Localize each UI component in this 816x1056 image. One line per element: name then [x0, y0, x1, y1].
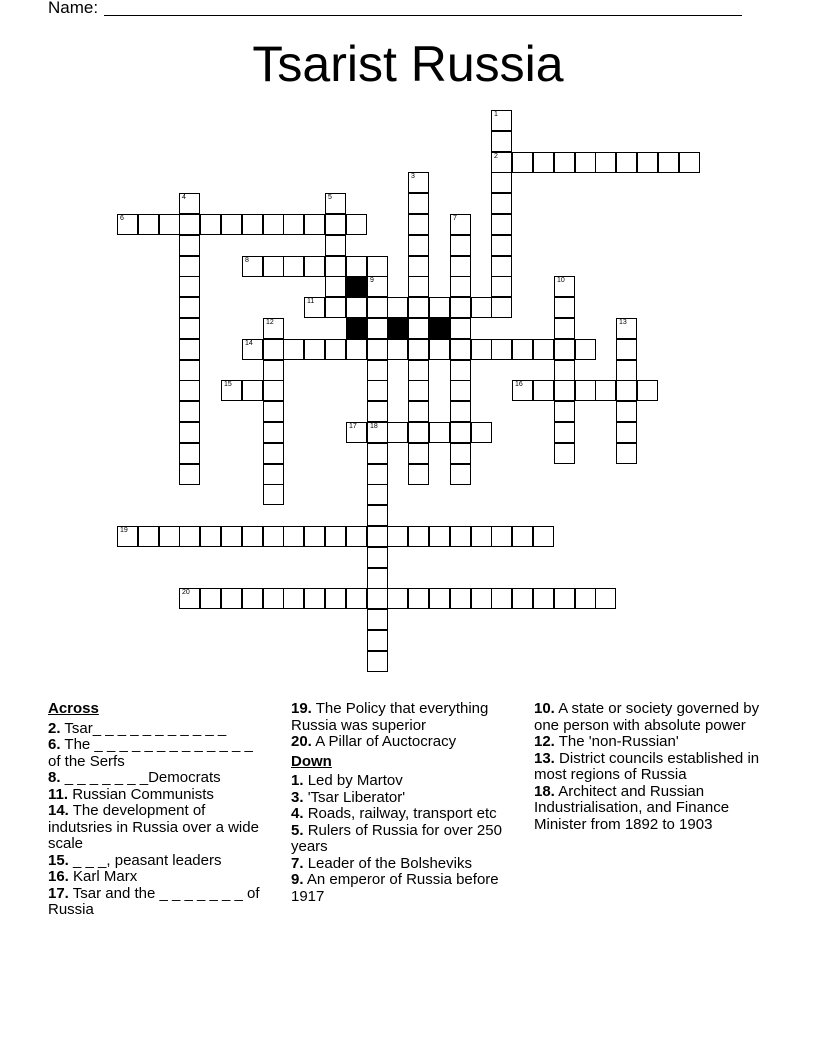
clue-text: Leader of the Bolsheviks	[307, 854, 472, 872]
crossword-cell[interactable]	[367, 297, 388, 318]
crossword-cell[interactable]	[429, 526, 450, 547]
clue-text: The _ _ _ _ _ _ _ _ _ _ _ _ _ of the Serfs	[48, 736, 253, 770]
clue-text: Karl Marx	[73, 868, 138, 885]
clue-number: 1.	[291, 772, 304, 789]
crossword-cell[interactable]	[408, 214, 429, 235]
crossword-cell[interactable]	[263, 380, 284, 401]
clue-across-11	[48, 787, 268, 804]
crossword-cell[interactable]	[471, 588, 492, 609]
crossword-cell[interactable]	[200, 214, 221, 235]
clue-number: 14.	[48, 802, 69, 819]
clue-across-17	[48, 886, 268, 919]
clue-down-5	[291, 823, 506, 856]
crossword-cell[interactable]	[450, 339, 471, 360]
crossword-cell[interactable]	[346, 588, 367, 609]
crossword-cell[interactable]	[346, 297, 367, 318]
crossword-cell[interactable]	[304, 526, 325, 547]
clue-number-label: 13	[619, 319, 627, 326]
crossword-cell[interactable]	[491, 110, 512, 131]
clue-text: Tsar_ _ _ _ _ _ _ _ _ _ _	[64, 719, 227, 737]
crossword-cell[interactable]	[616, 152, 637, 173]
crossword-cell[interactable]	[179, 526, 200, 547]
crossword-cell[interactable]	[179, 339, 200, 360]
crossword-cell[interactable]	[367, 339, 388, 360]
clue-text: The Policy that everything Russia was superior	[291, 700, 489, 734]
clue-number: 11.	[48, 785, 69, 803]
clue-number-label: 16	[515, 381, 523, 388]
crossword-cell[interactable]	[595, 380, 616, 401]
crossword-cell[interactable]	[616, 339, 637, 360]
crossword-cell[interactable]	[616, 443, 637, 464]
clue-number: 3.	[291, 788, 304, 806]
crossword-cell[interactable]	[512, 588, 533, 609]
crossword-cell[interactable]	[346, 422, 367, 443]
black-cell	[346, 318, 367, 339]
crossword-cell[interactable]	[575, 588, 596, 609]
crossword-cell[interactable]	[325, 588, 346, 609]
crossword-cell[interactable]	[387, 339, 408, 360]
crossword-cell[interactable]	[408, 360, 429, 381]
crossword-cell[interactable]	[637, 152, 658, 173]
crossword-cell[interactable]	[450, 297, 471, 318]
crossword-cell[interactable]	[304, 256, 325, 277]
crossword-cell[interactable]	[554, 152, 575, 173]
crossword-cell[interactable]	[450, 360, 471, 381]
crossword-cell[interactable]	[450, 464, 471, 485]
crossword-cell[interactable]	[491, 235, 512, 256]
crossword-cell[interactable]	[325, 276, 346, 297]
crossword-cell[interactable]	[283, 339, 304, 360]
clue-down-13	[534, 751, 769, 784]
crossword-cell[interactable]	[408, 401, 429, 422]
clue-down-9	[291, 872, 506, 905]
crossword-cell[interactable]	[367, 547, 388, 568]
clue-text: Led by Martov	[307, 772, 403, 789]
clue-number-label: 18	[370, 423, 378, 430]
crossword-cell[interactable]	[387, 526, 408, 547]
clue-number-label: 10	[557, 277, 565, 284]
crossword-cell[interactable]	[408, 339, 429, 360]
crossword-cell[interactable]	[575, 339, 596, 360]
crossword-cell[interactable]	[679, 152, 700, 173]
crossword-cell[interactable]	[450, 526, 471, 547]
crossword-cell[interactable]	[325, 193, 346, 214]
crossword-cell[interactable]	[367, 484, 388, 505]
clue-number: 13.	[534, 749, 555, 767]
crossword-cell[interactable]	[179, 422, 200, 443]
crossword-cell[interactable]	[575, 152, 596, 173]
crossword-cell[interactable]	[179, 464, 200, 485]
crossword-cell[interactable]	[408, 256, 429, 277]
crossword-cell[interactable]	[408, 588, 429, 609]
crossword-cell[interactable]	[408, 297, 429, 318]
crossword-cell[interactable]	[450, 443, 471, 464]
crossword-cell[interactable]	[616, 360, 637, 381]
crossword-cell[interactable]	[387, 297, 408, 318]
crossword-cell[interactable]	[179, 214, 200, 235]
clue-column-1	[48, 701, 268, 919]
crossword-cell[interactable]	[367, 505, 388, 526]
clue-number: 18.	[534, 782, 555, 800]
clue-down-18	[534, 784, 769, 834]
crossword-cell[interactable]	[471, 339, 492, 360]
clue-text: An emperor of Russia before 1917	[291, 871, 499, 905]
crossword-cell[interactable]	[283, 526, 304, 547]
crossword-cell[interactable]	[221, 526, 242, 547]
crossword-cell[interactable]	[367, 318, 388, 339]
crossword-cell[interactable]	[179, 443, 200, 464]
crossword-cell[interactable]	[367, 526, 388, 547]
crossword-cell[interactable]	[263, 318, 284, 339]
crossword-cell[interactable]	[159, 214, 180, 235]
clue-number-label: 7	[453, 215, 457, 222]
clue-text: The development of indutsries in Russia over a wide scale	[48, 802, 259, 852]
crossword-cell[interactable]	[179, 193, 200, 214]
crossword-cell[interactable]	[263, 360, 284, 381]
crossword-cell[interactable]	[242, 339, 263, 360]
crossword-cell[interactable]	[408, 276, 429, 297]
clue-across-6	[48, 737, 268, 770]
crossword-cell[interactable]	[491, 588, 512, 609]
clue-number: 20.	[291, 733, 312, 750]
crossword-cell[interactable]	[221, 588, 242, 609]
crossword-cell[interactable]	[554, 360, 575, 381]
clue-across-14	[48, 803, 268, 853]
clue-number-label: 6	[120, 215, 124, 222]
clue-text: Rulers of Russia for over 250 years	[291, 821, 502, 855]
crossword-cell[interactable]	[367, 630, 388, 651]
crossword-cell[interactable]	[283, 588, 304, 609]
clue-number-label: 8	[245, 257, 249, 264]
crossword-cell[interactable]	[616, 318, 637, 339]
clue-text: Roads, railway, transport etc	[307, 805, 497, 822]
crossword-cell[interactable]	[408, 443, 429, 464]
crossword-cell[interactable]	[595, 588, 616, 609]
crossword-cell[interactable]	[429, 422, 450, 443]
clue-number: 6.	[48, 736, 61, 753]
crossword-cell[interactable]	[491, 193, 512, 214]
crossword-cell[interactable]	[242, 526, 263, 547]
crossword-cell[interactable]	[450, 256, 471, 277]
across-heading: Across	[48, 700, 99, 717]
crossword-cell[interactable]	[429, 588, 450, 609]
clue-text: The 'non-Russian'	[558, 733, 679, 750]
crossword-cell[interactable]	[367, 443, 388, 464]
crossword-cell[interactable]	[179, 297, 200, 318]
crossword-cell[interactable]	[450, 422, 471, 443]
crossword-cell[interactable]	[491, 152, 512, 173]
crossword-cell[interactable]	[471, 422, 492, 443]
crossword-cell[interactable]	[408, 380, 429, 401]
crossword-cell[interactable]	[325, 214, 346, 235]
clue-down-10	[534, 701, 769, 734]
crossword-cell[interactable]	[117, 526, 138, 547]
clue-number: 15.	[48, 851, 69, 869]
clue-number: 9.	[291, 871, 304, 888]
clue-down-1	[291, 773, 506, 790]
crossword-cell[interactable]	[242, 214, 263, 235]
black-cell	[429, 318, 450, 339]
crossword-cell[interactable]	[491, 172, 512, 193]
crossword-cell[interactable]	[263, 256, 284, 277]
crossword-cell[interactable]	[200, 588, 221, 609]
crossword-cell[interactable]	[554, 318, 575, 339]
crossword-cell[interactable]	[304, 339, 325, 360]
crossword-cell[interactable]	[263, 484, 284, 505]
clue-text: 'Tsar Liberator'	[307, 788, 406, 806]
crossword-cell[interactable]	[346, 526, 367, 547]
crossword-cell[interactable]	[429, 297, 450, 318]
crossword-cell[interactable]	[512, 339, 533, 360]
crossword-cell[interactable]	[554, 588, 575, 609]
crossword-cell[interactable]	[367, 568, 388, 589]
crossword-cell[interactable]	[138, 214, 159, 235]
clue-number-label: 14	[245, 340, 253, 347]
crossword-cell[interactable]	[367, 422, 388, 443]
crossword-cell[interactable]	[408, 422, 429, 443]
crossword-cell[interactable]	[450, 318, 471, 339]
clue-text: Tsar and the _ _ _ _ _ _ _ of Russia	[48, 884, 260, 918]
crossword-cell[interactable]	[367, 256, 388, 277]
crossword-cell[interactable]	[367, 609, 388, 630]
clue-number: 12.	[534, 733, 555, 750]
crossword-cell[interactable]	[512, 380, 533, 401]
clue-number: 19.	[291, 700, 312, 717]
clue-down-12	[534, 734, 769, 751]
crossword-cell[interactable]	[387, 422, 408, 443]
crossword-cell[interactable]	[304, 588, 325, 609]
crossword-cell[interactable]	[491, 297, 512, 318]
crossword-cell[interactable]	[491, 256, 512, 277]
crossword-cell[interactable]	[325, 297, 346, 318]
clue-number-label: 3	[411, 173, 415, 180]
clue-text: A state or society governed by one person with absolute power	[534, 700, 760, 734]
crossword-cell[interactable]	[179, 360, 200, 381]
clue-number-label: 12	[266, 319, 274, 326]
clue-text: _ _ _ _ _ _ _Democrats	[64, 769, 221, 786]
page-title: Tsarist Russia	[252, 36, 564, 92]
crossword-cell[interactable]	[179, 256, 200, 277]
crossword-cell[interactable]	[179, 318, 200, 339]
crossword-cell[interactable]	[179, 401, 200, 422]
crossword-cell[interactable]	[554, 401, 575, 422]
crossword-cell[interactable]	[512, 526, 533, 547]
clue-number-label: 19	[120, 527, 128, 534]
crossword-cell[interactable]	[450, 401, 471, 422]
crossword-cell[interactable]	[533, 339, 554, 360]
crossword-cell[interactable]	[554, 339, 575, 360]
crossword-cell[interactable]	[325, 339, 346, 360]
clue-across-15	[48, 853, 268, 870]
crossword-cell[interactable]	[471, 526, 492, 547]
crossword-cell[interactable]	[575, 380, 596, 401]
crossword-cell[interactable]	[367, 360, 388, 381]
crossword-cell[interactable]	[263, 464, 284, 485]
black-cell	[387, 318, 408, 339]
clue-number-label: 17	[349, 423, 357, 430]
crossword-cell[interactable]	[512, 152, 533, 173]
crossword-cell[interactable]	[554, 297, 575, 318]
clue-across-20	[291, 734, 506, 751]
crossword-cell[interactable]	[554, 443, 575, 464]
crossword-cell[interactable]	[263, 214, 284, 235]
crossword-cell[interactable]	[533, 588, 554, 609]
clue-text: Architect and Russian Industrialisation, and Finance Minister from 1892 to 1903	[534, 782, 730, 833]
crossword-cell[interactable]	[325, 256, 346, 277]
clue-number-label: 1	[494, 111, 498, 118]
crossword-cell[interactable]	[138, 526, 159, 547]
crossword-cell[interactable]	[325, 526, 346, 547]
crossword-cell[interactable]	[491, 214, 512, 235]
clue-number-label: 20	[182, 589, 190, 596]
crossword-cell[interactable]	[429, 339, 450, 360]
clue-across-2	[48, 721, 268, 738]
crossword-cell[interactable]	[450, 214, 471, 235]
crossword-cell[interactable]	[263, 588, 284, 609]
crossword-cell[interactable]	[387, 588, 408, 609]
clue-number-label: 5	[328, 194, 332, 201]
clue-column-3	[534, 701, 769, 833]
clue-number: 7.	[291, 854, 304, 872]
clue-number-label: 15	[224, 381, 232, 388]
crossword-cell[interactable]	[408, 526, 429, 547]
clue-number: 4.	[291, 805, 304, 822]
crossword-cell[interactable]	[263, 526, 284, 547]
crossword-cell[interactable]	[367, 380, 388, 401]
crossword-cell[interactable]	[263, 443, 284, 464]
crossword-cell[interactable]	[658, 152, 679, 173]
clue-number: 5.	[291, 821, 304, 839]
crossword-cell[interactable]	[554, 276, 575, 297]
clue-column-2	[291, 701, 506, 905]
crossword-cell[interactable]	[408, 318, 429, 339]
crossword-cell[interactable]	[304, 297, 325, 318]
crossword-cell[interactable]	[325, 235, 346, 256]
crossword-cell[interactable]	[616, 380, 637, 401]
crossword-cell[interactable]	[221, 380, 242, 401]
crossword-cell[interactable]	[367, 401, 388, 422]
crossword-cell[interactable]	[283, 256, 304, 277]
crossword-cell[interactable]	[554, 380, 575, 401]
crossword-cell[interactable]	[367, 276, 388, 297]
clue-text: Russian Communists	[72, 785, 214, 803]
crossword-cell[interactable]	[346, 214, 367, 235]
crossword-cell[interactable]	[179, 235, 200, 256]
crossword-cell[interactable]	[491, 339, 512, 360]
clue-number-label: 2	[494, 153, 498, 160]
clue-across-19	[291, 701, 506, 734]
crossword-cell[interactable]	[408, 235, 429, 256]
black-cell	[346, 276, 367, 297]
crossword-cell[interactable]	[283, 214, 304, 235]
clue-down-4	[291, 806, 506, 823]
clue-number: 8.	[48, 769, 61, 786]
clue-number-label: 4	[182, 194, 186, 201]
clue-number: 16.	[48, 868, 69, 885]
clue-text: _ _ _, peasant leaders	[73, 851, 222, 869]
crossword-cell[interactable]	[450, 276, 471, 297]
clue-down-3	[291, 790, 506, 807]
crossword-cell[interactable]	[554, 422, 575, 443]
crossword-cell[interactable]	[200, 526, 221, 547]
crossword-cell[interactable]	[637, 380, 658, 401]
clue-text: District councils established in most regions of Russia	[534, 749, 760, 783]
crossword-cell[interactable]	[179, 588, 200, 609]
crossword-cell[interactable]	[408, 464, 429, 485]
crossword-cell[interactable]	[159, 526, 180, 547]
crossword-cell[interactable]	[595, 152, 616, 173]
crossword-cell[interactable]	[450, 235, 471, 256]
crossword-cell[interactable]	[533, 152, 554, 173]
name-label: Name:	[48, 0, 99, 17]
crossword-cell[interactable]	[346, 256, 367, 277]
crossword-cell[interactable]	[367, 588, 388, 609]
crossword-cell[interactable]	[242, 380, 263, 401]
crossword-cell[interactable]	[491, 526, 512, 547]
clue-text: A Pillar of Auctocracy	[315, 733, 457, 750]
crossword-cell[interactable]	[471, 297, 492, 318]
crossword-cell[interactable]	[450, 380, 471, 401]
crossword-cell[interactable]	[242, 256, 263, 277]
crossword-cell[interactable]	[533, 380, 554, 401]
clue-number-label: 9	[370, 277, 374, 284]
down-heading: Down	[291, 752, 332, 770]
crossword-cell[interactable]	[179, 276, 200, 297]
clue-down-7	[291, 856, 506, 873]
crossword-cell[interactable]	[263, 422, 284, 443]
crossword-cell[interactable]	[179, 380, 200, 401]
crossword-cell[interactable]	[491, 276, 512, 297]
clue-number: 2.	[48, 719, 61, 737]
crossword-cell[interactable]	[533, 526, 554, 547]
crossword-cell[interactable]	[304, 214, 325, 235]
crossword-cell[interactable]	[117, 214, 138, 235]
crossword-cell[interactable]	[408, 193, 429, 214]
clue-number: 10.	[534, 700, 555, 717]
crossword-cell[interactable]	[450, 588, 471, 609]
crossword-cell[interactable]	[491, 131, 512, 152]
clue-across-16	[48, 869, 268, 886]
clue-number: 17.	[48, 884, 69, 902]
crossword-cell[interactable]	[616, 422, 637, 443]
crossword-cell[interactable]	[616, 401, 637, 422]
crossword-cell[interactable]	[221, 214, 242, 235]
clue-number-label: 11	[307, 298, 315, 305]
crossword-cell[interactable]	[346, 339, 367, 360]
crossword-cell[interactable]	[367, 651, 388, 672]
crossword-cell[interactable]	[367, 464, 388, 485]
crossword-cell[interactable]	[263, 339, 284, 360]
clue-across-8	[48, 770, 268, 787]
crossword-cell[interactable]	[242, 588, 263, 609]
crossword-cell[interactable]	[263, 401, 284, 422]
crossword-cell[interactable]	[408, 172, 429, 193]
